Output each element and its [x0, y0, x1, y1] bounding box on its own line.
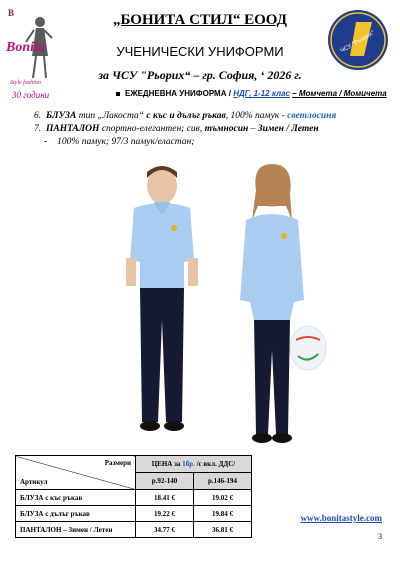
logo-name: Bonita — [6, 40, 45, 55]
bullet-icon — [116, 92, 120, 96]
sizes-header: Размери — [104, 459, 131, 467]
website-link[interactable]: www.bonitastyle.com — [300, 513, 382, 523]
article-cell: БЛУЗА с дълъг ръкав — [16, 506, 136, 522]
item-name: БЛУЗА — [46, 111, 77, 121]
logo-years: 30 години — [12, 90, 50, 100]
logo-letter: B — [8, 8, 15, 18]
table-header-row — [16, 456, 252, 473]
price-cell: 34.77 € — [136, 522, 194, 538]
table-row — [16, 490, 252, 506]
school-logo-text: ЧСУ "Рьорих" — [339, 30, 376, 55]
item-number: 6. — [34, 111, 42, 121]
table-row — [16, 522, 252, 538]
page-number: 3 — [378, 532, 382, 541]
item-list — [34, 110, 394, 149]
students-photo — [112, 150, 332, 450]
item-separator: – — [248, 124, 258, 134]
item-season: Зимен / Летен — [257, 124, 319, 134]
item-desc: спортно-елегантен; сив, — [99, 124, 205, 134]
uniform-models-image — [112, 150, 332, 450]
price-table — [15, 455, 252, 538]
uniform-category — [116, 89, 387, 98]
table-row — [16, 506, 252, 522]
price-cell: 19.02 € — [194, 490, 252, 506]
girl-figure — [240, 164, 326, 443]
item-name: ПАНТАЛОН — [46, 124, 100, 134]
article-cell: БЛУЗА с къс ръкав — [16, 490, 136, 506]
price-cell: 19.22 € — [136, 506, 194, 522]
category-prefix: ЕЖЕДНЕВНА УНИФОРМА / — [125, 89, 231, 98]
company-name: „БОНИТА СТИЛ“ ЕООД — [112, 12, 287, 28]
table-corner-cell — [16, 456, 136, 490]
list-item — [34, 123, 394, 136]
item-desc: тип „Лакоста“ — [76, 111, 147, 121]
price-header: ЦЕНА за 1бр. /с вкл. ДДС/ — [136, 456, 252, 473]
category-suffix: – Момчета / Момичета — [292, 89, 387, 98]
article-cell: ПАНТАЛОН – Зимен / Летен — [16, 522, 136, 538]
price-cell: 18.41 € — [136, 490, 194, 506]
price-cell: 19.84 € — [194, 506, 252, 522]
document-title: УЧЕНИЧЕСКИ УНИФОРМИ — [116, 44, 284, 59]
composition-line: - 100% памук; 97/3 памук/еластан; — [44, 137, 195, 147]
size-col-1: р.92-140 — [136, 473, 194, 490]
price-cell: 36.81 € — [194, 522, 252, 538]
list-item — [34, 110, 394, 123]
size-col-2: р.146-194 — [194, 473, 252, 490]
school-line: за ЧСУ "Рьорих“ – гр. София, ‘ 2026 г. — [98, 68, 302, 82]
item-material: , 100% памук - — [225, 111, 288, 121]
item-number: 7. — [34, 124, 42, 134]
article-header: Артикул — [20, 478, 48, 486]
boy-figure — [126, 166, 198, 431]
logo-tagline: Style fashion — [10, 80, 41, 86]
item-sleeves: с къс и дълъг ръкав — [146, 111, 226, 121]
category-grade: НДГ, 1-12 клас — [233, 89, 290, 98]
item-color: тъмносин — [204, 124, 249, 134]
item-color: светлосиня — [287, 111, 337, 121]
composition-text: 100% памук; 97/3 памук/еластан; — [57, 137, 195, 147]
